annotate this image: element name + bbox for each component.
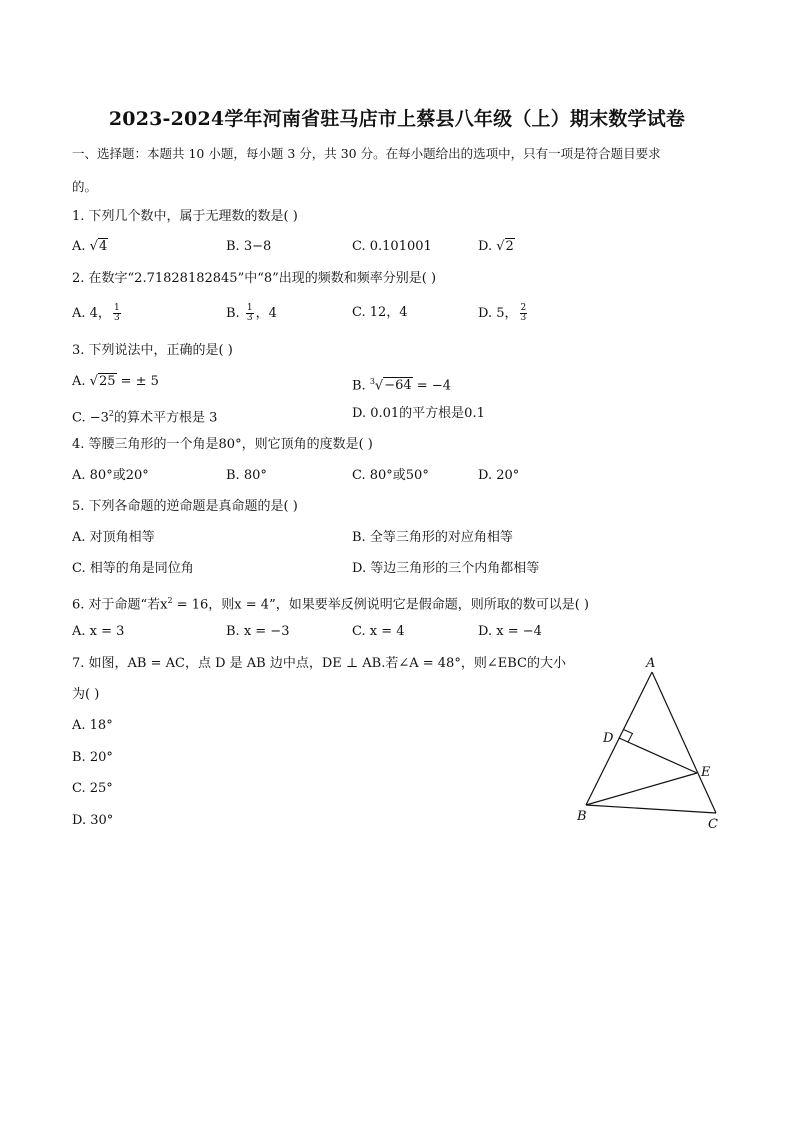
fraction bbox=[246, 304, 254, 323]
question-7-option-b[interactable]: B. 20° bbox=[72, 750, 113, 765]
option-label: B. bbox=[226, 306, 244, 321]
option-label: D. bbox=[478, 239, 497, 254]
label-b: B bbox=[577, 809, 587, 824]
question-5-option-a[interactable]: A. 对顶角相等 bbox=[72, 530, 155, 545]
page-title: 2023-2024学年河南省驻马店市上蔡县八年级（上）期末数学试卷 bbox=[108, 108, 686, 130]
triangle-figure bbox=[570, 652, 730, 834]
question-1-option-c[interactable]: C. 0.101001 bbox=[352, 239, 432, 254]
segment-ac bbox=[652, 672, 716, 813]
numerator: 2 bbox=[520, 303, 527, 313]
exponent: 2 bbox=[167, 596, 173, 605]
option-label: A. bbox=[72, 239, 90, 254]
question-5-stem: 5. 下列各命题的逆命题是真命题的是( ) bbox=[72, 499, 298, 514]
question-1-stem: 1. 下列几个数中，属于无理数的数是( ) bbox=[72, 209, 298, 224]
denominator: 3 bbox=[520, 313, 527, 323]
question-3-stem: 3. 下列说法中，正确的是( ) bbox=[72, 343, 233, 358]
question-2-option-b[interactable] bbox=[226, 304, 277, 323]
label-a: A bbox=[646, 656, 656, 671]
question-6-option-c[interactable]: C. x = 4 bbox=[352, 624, 405, 639]
label-c: C bbox=[708, 817, 718, 832]
option-label: C. −3 bbox=[72, 410, 109, 426]
question-1-option-b[interactable]: B. 3−8 bbox=[226, 239, 272, 254]
question-7-option-c[interactable]: C. 25° bbox=[72, 781, 113, 796]
sqrt-expression: √2 bbox=[496, 239, 514, 254]
numerator: 1 bbox=[246, 303, 253, 313]
triangle-diagram bbox=[570, 652, 730, 834]
option-text: ，4 bbox=[255, 306, 277, 321]
question-3-option-d[interactable]: D. 0.01的平方根是0.1 bbox=[352, 406, 485, 421]
question-2-option-a[interactable] bbox=[72, 304, 123, 323]
question-2-option-d[interactable] bbox=[478, 304, 529, 323]
question-3-option-a[interactable] bbox=[72, 373, 159, 391]
question-6-option-d[interactable]: D. x = −4 bbox=[478, 624, 542, 639]
question-4-option-b[interactable]: B. 80° bbox=[226, 468, 267, 483]
question-2-stem: 2. 在数字“2.71828182845”中“8”出现的频数和频率分别是( ) bbox=[72, 271, 437, 286]
stem-text: 6. 对于命题“若x bbox=[72, 597, 168, 613]
label-e: E bbox=[701, 765, 711, 780]
sqrt-expression: √25 bbox=[89, 374, 116, 389]
question-5-option-c[interactable]: C. 相等的角是同位角 bbox=[72, 561, 194, 576]
question-6-stem bbox=[72, 592, 589, 614]
segment-be bbox=[586, 773, 697, 805]
section-instructions-line2: 的。 bbox=[72, 179, 98, 194]
question-5-option-d[interactable]: D. 等边三角形的三个内角都相等 bbox=[352, 561, 540, 576]
question-6-option-a[interactable]: A. x = 3 bbox=[72, 624, 125, 639]
question-4-stem: 4. 等腰三角形的一个角是80°，则它顶角的度数是( ) bbox=[72, 437, 373, 452]
question-7-option-a[interactable]: A. 18° bbox=[72, 718, 113, 733]
question-1-option-a[interactable] bbox=[72, 238, 108, 256]
question-7-stem-line2: 为( ) bbox=[72, 687, 100, 702]
question-7-option-d[interactable]: D. 30° bbox=[72, 813, 114, 828]
question-3-option-b[interactable] bbox=[352, 373, 451, 395]
radicand: 25 bbox=[98, 374, 116, 389]
question-4-option-a[interactable]: A. 80°或20° bbox=[72, 468, 149, 483]
question-4-option-d[interactable]: D. 20° bbox=[478, 468, 520, 483]
denominator: 3 bbox=[113, 313, 120, 323]
segment-de bbox=[619, 738, 697, 773]
option-label: A. 4， bbox=[72, 306, 111, 321]
radicand: 4 bbox=[98, 239, 108, 254]
question-3-option-c[interactable] bbox=[72, 405, 217, 427]
question-5-option-b[interactable]: B. 全等三角形的对应角相等 bbox=[352, 530, 513, 545]
fraction bbox=[520, 304, 528, 323]
radicand: −64 bbox=[384, 378, 412, 394]
cube-root-expression: $^3$√−64 bbox=[369, 377, 412, 394]
option-label: B. bbox=[352, 378, 370, 394]
label-d: D bbox=[603, 731, 614, 746]
exponent: 2 bbox=[108, 409, 115, 418]
option-text: = −4 bbox=[412, 378, 451, 394]
segment-bc bbox=[586, 805, 716, 813]
section-instructions-line1: 一、选择题：本题共 10 小题，每小题 3 分，共 30 分。在每小题给出的选项中，只有一项是符合题目要求 bbox=[72, 146, 661, 161]
question-6-option-b[interactable]: B. x = −3 bbox=[226, 624, 290, 639]
stem-text: = 16，则x = 4”，如果要举反例说明它是假命题，则所取的数可以是( ) bbox=[172, 597, 589, 613]
root-index: 3 bbox=[369, 377, 375, 386]
question-7-stem-line1: 7. 如图，AB = AC，点 D 是 AB 边中点，DE ⊥ AB.若∠A = 48°，则∠EBC的大小 bbox=[72, 656, 566, 671]
option-text: 的算术平方根是 3 bbox=[114, 410, 218, 426]
question-4-option-c[interactable]: C. 80°或50° bbox=[352, 468, 429, 483]
option-label: D. 5， bbox=[478, 306, 518, 321]
option-text: = ± 5 bbox=[116, 374, 159, 389]
question-1-option-d[interactable] bbox=[478, 238, 515, 256]
denominator: 3 bbox=[246, 313, 253, 323]
numerator: 1 bbox=[113, 303, 120, 313]
fraction bbox=[113, 304, 121, 323]
sqrt-expression: √4 bbox=[89, 239, 108, 254]
radicand: 2 bbox=[505, 239, 514, 254]
option-label: A. bbox=[72, 374, 90, 389]
question-2-option-c[interactable]: C. 12，4 bbox=[352, 305, 408, 320]
